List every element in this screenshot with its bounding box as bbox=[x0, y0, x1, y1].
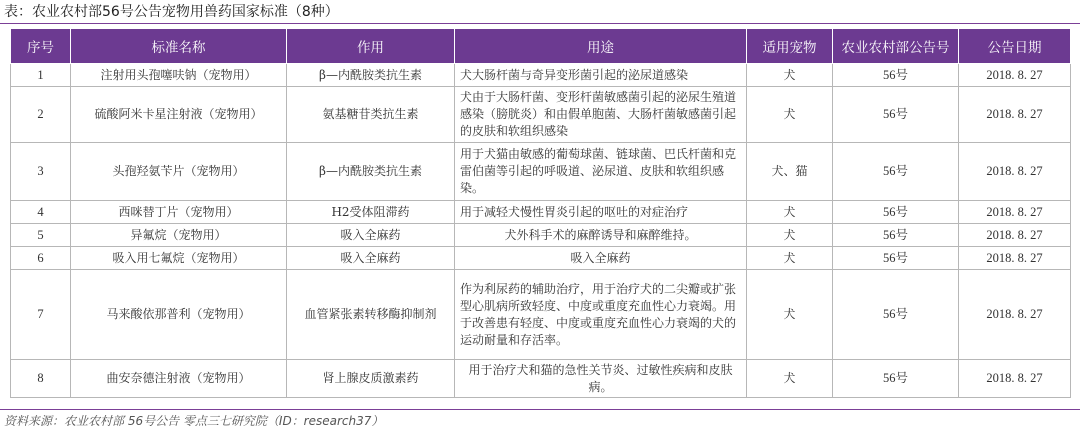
table-row bbox=[11, 143, 1071, 201]
cell-no: 8 bbox=[11, 360, 71, 398]
cell-date: 2018. 8. 27 bbox=[959, 87, 1071, 143]
header-no: 序号 bbox=[11, 29, 71, 64]
cell-no: 7 bbox=[11, 270, 71, 360]
cell-no: 4 bbox=[11, 201, 71, 224]
cell-use: 犬外科手术的麻醉诱导和麻醉维持。 bbox=[455, 224, 747, 247]
cell-notice: 56号 bbox=[833, 360, 959, 398]
cell-name: 异氟烷（宠物用） bbox=[71, 224, 287, 247]
cell-pet: 犬 bbox=[747, 87, 833, 143]
cell-pet: 犬 bbox=[747, 360, 833, 398]
cell-effect: 吸入全麻药 bbox=[287, 224, 455, 247]
table-row bbox=[11, 360, 1071, 398]
cell-no: 6 bbox=[11, 247, 71, 270]
cell-pet: 犬 bbox=[747, 201, 833, 224]
cell-notice: 56号 bbox=[833, 270, 959, 360]
cell-name: 硫酸阿米卡星注射液（宠物用） bbox=[71, 87, 287, 143]
cell-effect: 肾上腺皮质激素药 bbox=[287, 360, 455, 398]
cell-name: 西咪替丁片（宠物用） bbox=[71, 201, 287, 224]
cell-use: 用于治疗犬和猫的急性关节炎、过敏性疾病和皮肤病。 bbox=[455, 360, 747, 398]
cell-no: 2 bbox=[11, 87, 71, 143]
cell-notice: 56号 bbox=[833, 87, 959, 143]
cell-notice: 56号 bbox=[833, 224, 959, 247]
cell-effect: β—内酰胺类抗生素 bbox=[287, 64, 455, 87]
cell-effect: 吸入全麻药 bbox=[287, 247, 455, 270]
cell-pet: 犬 bbox=[747, 64, 833, 87]
cell-date: 2018. 8. 27 bbox=[959, 360, 1071, 398]
cell-pet: 犬、猫 bbox=[747, 143, 833, 201]
header-row bbox=[11, 29, 1071, 64]
header-effect: 作用 bbox=[287, 29, 455, 64]
cell-no: 1 bbox=[11, 64, 71, 87]
cell-pet: 犬 bbox=[747, 270, 833, 360]
cell-use: 犬大肠杆菌与奇异变形菌引起的泌尿道感染 bbox=[455, 64, 747, 87]
cell-use: 作为利尿药的辅助治疗，用于治疗犬的二尖瓣或扩张型心肌病所致轻度、中度或重度充血性心力衰竭。用于改善患有轻度、中度或重度充血性心力衰竭的犬的运动耐量和存活率。 bbox=[455, 270, 747, 360]
cell-use: 犬由于大肠杆菌、变形杆菌敏感菌引起的泌尿生殖道感染（膀胱炎）和由假单胞菌、大肠杆菌敏感菌引起的皮肤和软组织感染 bbox=[455, 87, 747, 143]
cell-date: 2018. 8. 27 bbox=[959, 143, 1071, 201]
caption-divider bbox=[0, 23, 1080, 24]
cell-effect: β—内酰胺类抗生素 bbox=[287, 143, 455, 201]
cell-date: 2018. 8. 27 bbox=[959, 64, 1071, 87]
cell-date: 2018. 8. 27 bbox=[959, 247, 1071, 270]
cell-effect: 血管紧张素转移酶抑制剂 bbox=[287, 270, 455, 360]
table-row bbox=[11, 247, 1071, 270]
header-name: 标准名称 bbox=[71, 29, 287, 64]
cell-use: 用于犬猫由敏感的葡萄球菌、链球菌、巴氏杆菌和克雷伯菌等引起的呼吸道、泌尿道、皮肤和软组织感染。 bbox=[455, 143, 747, 201]
cell-name: 注射用头孢噻呋钠（宠物用） bbox=[71, 64, 287, 87]
cell-date: 2018. 8. 27 bbox=[959, 270, 1071, 360]
table-row bbox=[11, 224, 1071, 247]
cell-name: 吸入用七氟烷（宠物用） bbox=[71, 247, 287, 270]
source-note: 资料来源：农业农村部 56号公告 零点三七研究院（ID：research37） bbox=[4, 414, 384, 428]
cell-pet: 犬 bbox=[747, 247, 833, 270]
cell-use: 用于减轻犬慢性胃炎引起的呕吐的对症治疗 bbox=[455, 201, 747, 224]
cell-notice: 56号 bbox=[833, 64, 959, 87]
cell-name: 马来酸依那普利（宠物用） bbox=[71, 270, 287, 360]
header-use: 用途 bbox=[455, 29, 747, 64]
header-notice: 农业农村部公告号 bbox=[833, 29, 959, 64]
cell-use: 吸入全麻药 bbox=[455, 247, 747, 270]
cell-date: 2018. 8. 27 bbox=[959, 224, 1071, 247]
table-caption: 表：农业农村部56号公告宠物用兽药国家标准（8种） bbox=[4, 4, 339, 20]
cell-name: 曲安奈德注射液（宠物用） bbox=[71, 360, 287, 398]
table-row bbox=[11, 201, 1071, 224]
cell-notice: 56号 bbox=[833, 247, 959, 270]
cell-no: 5 bbox=[11, 224, 71, 247]
cell-no: 3 bbox=[11, 143, 71, 201]
cell-effect: H2受体阻滞药 bbox=[287, 201, 455, 224]
table-row bbox=[11, 87, 1071, 143]
table-row bbox=[11, 270, 1071, 360]
cell-notice: 56号 bbox=[833, 201, 959, 224]
source-divider bbox=[0, 409, 1080, 410]
standards-table bbox=[10, 28, 1071, 398]
header-pet: 适用宠物 bbox=[747, 29, 833, 64]
cell-name: 头孢羟氨苄片（宠物用） bbox=[71, 143, 287, 201]
cell-notice: 56号 bbox=[833, 143, 959, 201]
table-row bbox=[11, 64, 1071, 87]
cell-effect: 氨基糖苷类抗生素 bbox=[287, 87, 455, 143]
header-date: 公告日期 bbox=[959, 29, 1071, 64]
cell-date: 2018. 8. 27 bbox=[959, 201, 1071, 224]
cell-pet: 犬 bbox=[747, 224, 833, 247]
